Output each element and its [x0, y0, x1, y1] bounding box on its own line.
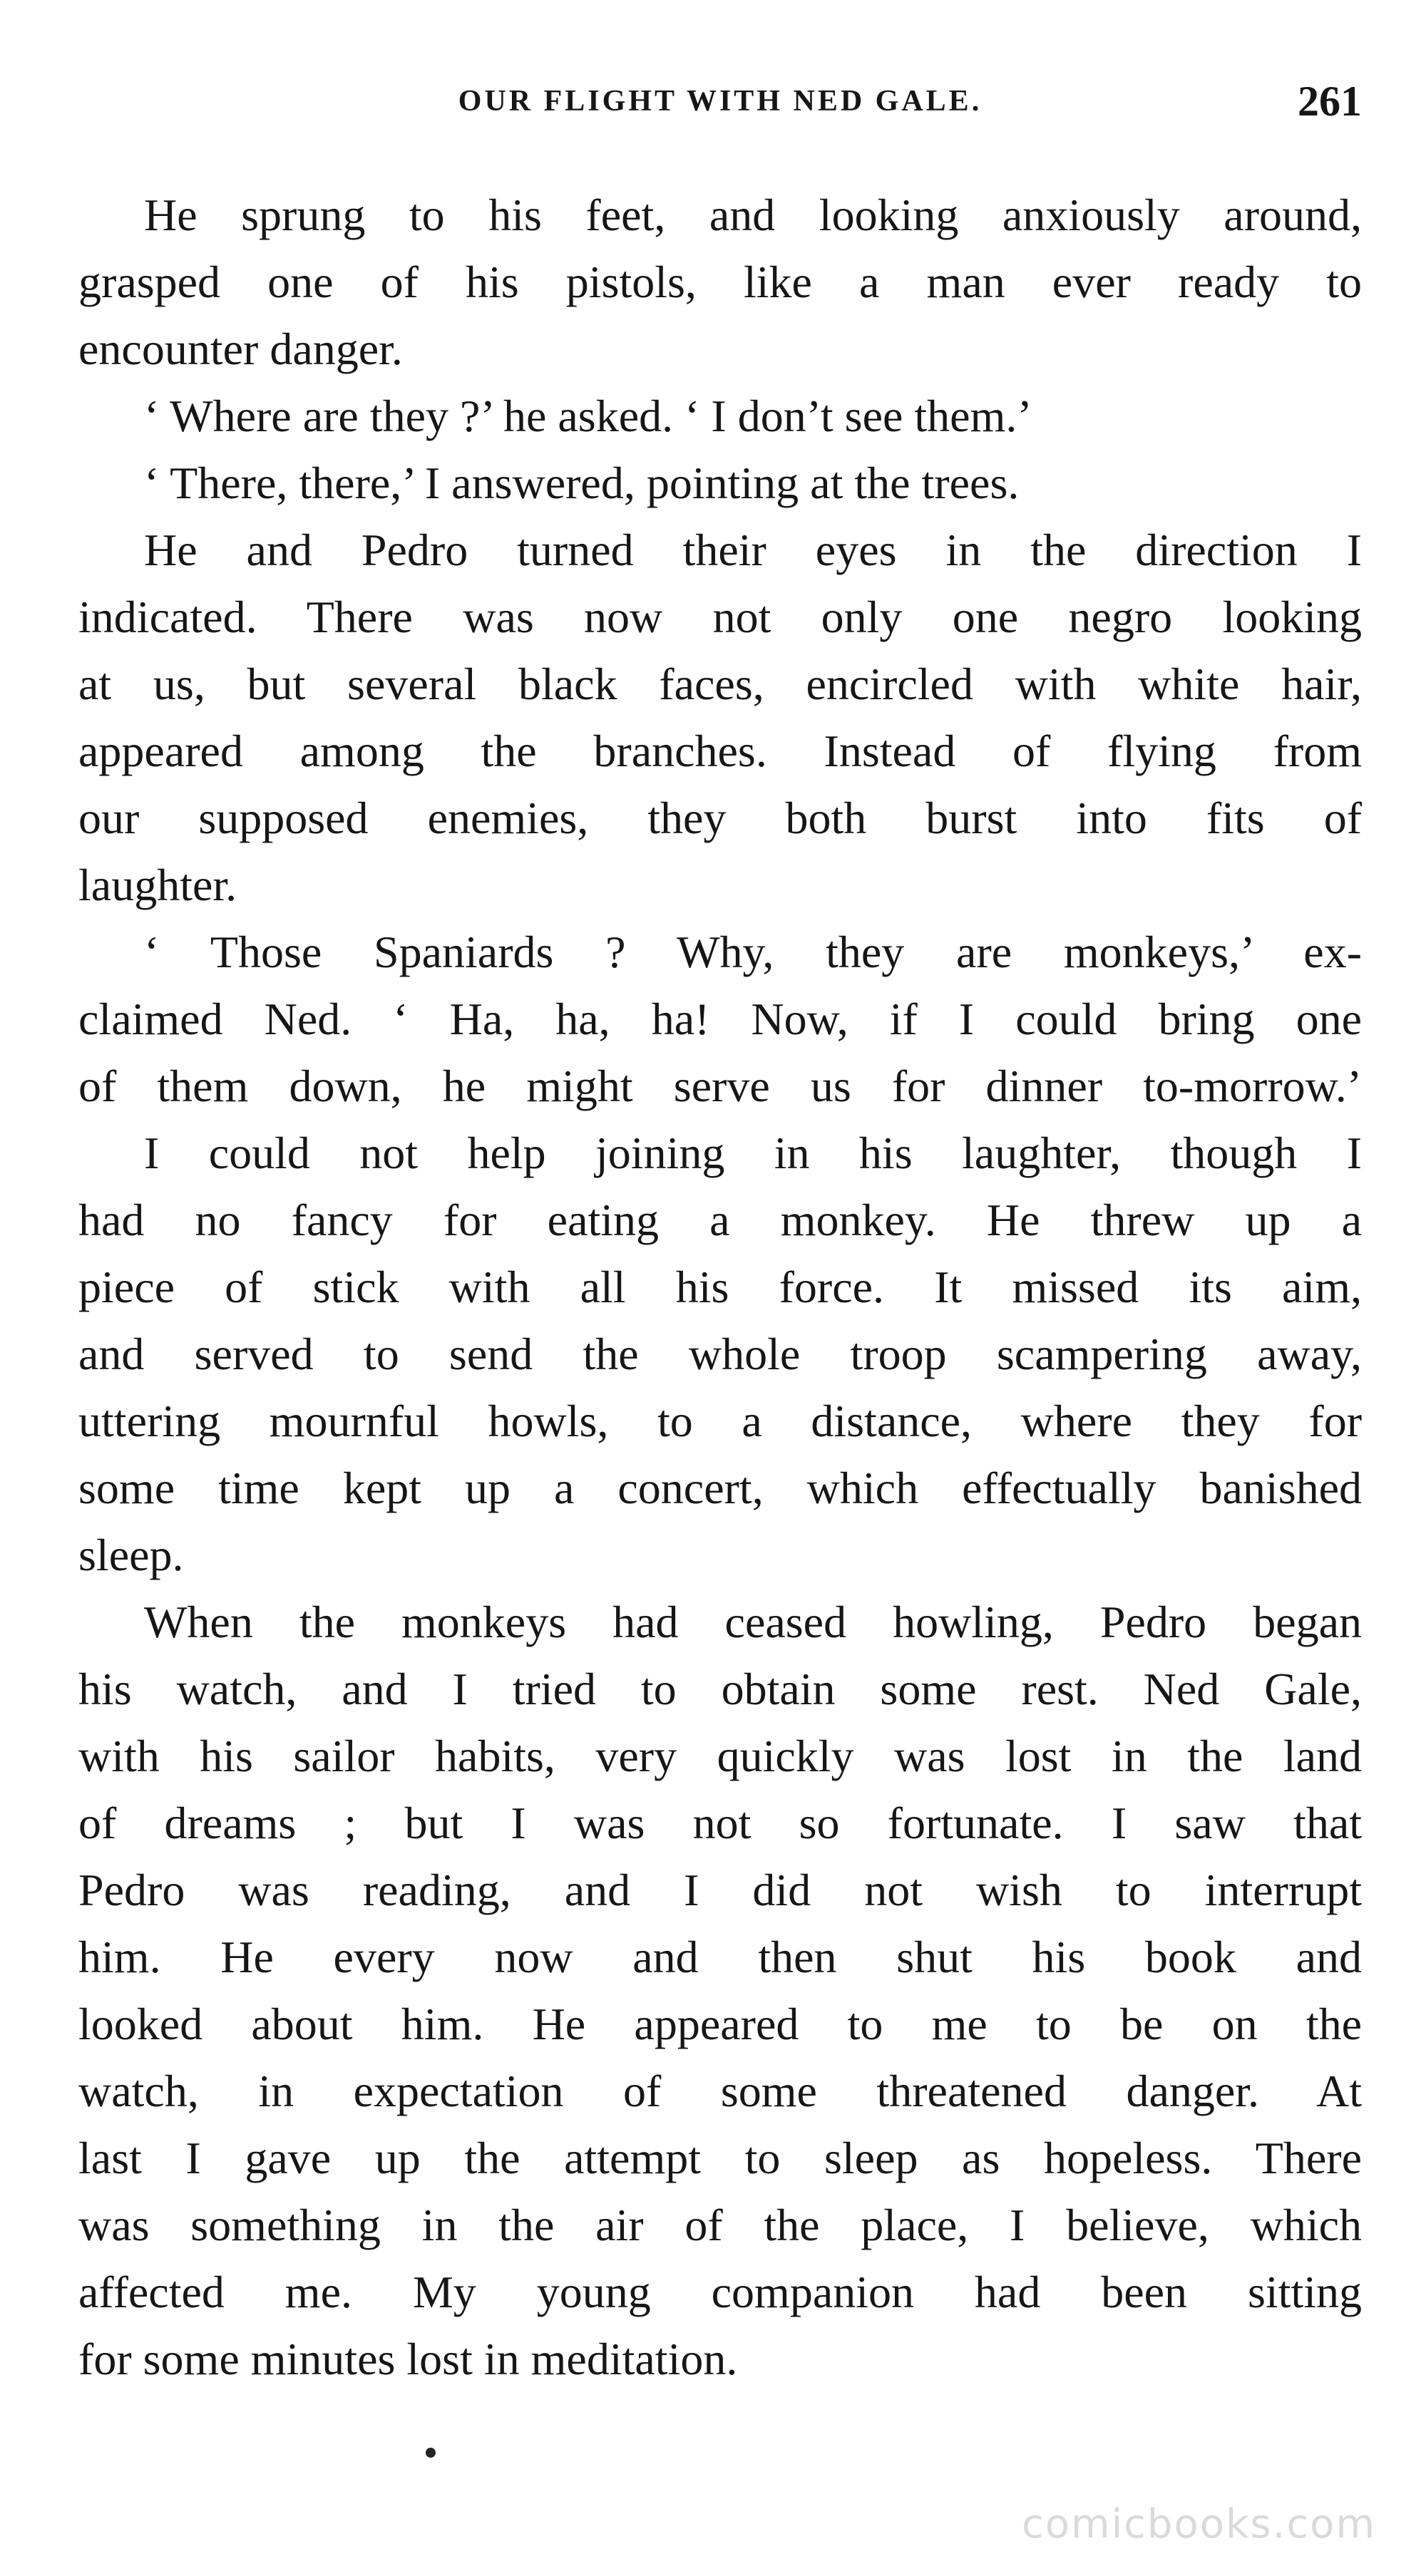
ink-dot [426, 2448, 436, 2458]
text-line: him. He every now and then shut his book and [78, 1932, 1362, 1982]
paragraph-7 [78, 1589, 1362, 2393]
text-line: of dreams ; but I was not so fortunate. I saw that [78, 1798, 1362, 1848]
paragraph-5 [78, 919, 1362, 1120]
text-line: Pedro was reading, and I did not wish to interrupt [78, 1865, 1362, 1915]
text-line: appeared among the branches. Instead of flying from [78, 726, 1362, 776]
paragraph-4 [78, 517, 1362, 919]
text-line: laughter. [78, 860, 237, 910]
text-line: ‘ Where are they ?’ he asked. ‘ I don’t see them.’ [144, 391, 1032, 441]
text-line: indicated. There was now not only one negro looking [78, 592, 1362, 642]
text-line: and served to send the whole troop scampering away, [78, 1329, 1362, 1379]
text-line: He and Pedro turned their eyes in the direction I [144, 525, 1362, 575]
text-line: He sprung to his feet, and looking anxiously around, [144, 190, 1362, 240]
text-line: watch, in expectation of some threatened danger. At [78, 2066, 1362, 2116]
text-line: ‘ There, there,’ I answered, pointing at the trees. [144, 458, 1020, 508]
text-line: some time kept up a concert, which effectually banished [78, 1463, 1362, 1513]
paragraph-2 [78, 383, 1362, 450]
text-line: claimed Ned. ‘ Ha, ha, ha! Now, if I could bring one [78, 994, 1362, 1044]
text-line: piece of stick with all his force. It missed its aim, [78, 1262, 1362, 1312]
running-title: OUR FLIGHT WITH NED GALE. [458, 85, 983, 118]
text-body [78, 182, 1362, 2393]
text-line: When the monkeys had ceased howling, Pedro began [144, 1597, 1362, 1647]
text-line: I could not help joining in his laughter, though I [144, 1128, 1362, 1178]
paragraph-1 [78, 182, 1362, 383]
text-line: affected me. My young companion had been sitting [78, 2267, 1362, 2317]
text-line: with his sailor habits, very quickly was lost in the land [78, 1731, 1362, 1781]
text-line: looked about him. He appeared to me to be on the [78, 1999, 1362, 2049]
text-line: for some minutes lost in meditation. [78, 2334, 738, 2384]
text-line: was something in the air of the place, I believe, which [78, 2200, 1362, 2250]
paragraph-6 [78, 1120, 1362, 1589]
paragraph-3 [78, 450, 1362, 517]
text-line: at us, but several black faces, encircled with white hair, [78, 659, 1362, 709]
text-line: encounter danger. [78, 324, 403, 374]
text-line: last I gave up the attempt to sleep as hopeless. There [78, 2133, 1362, 2183]
text-line: grasped one of his pistols, like a man ever ready to [78, 257, 1362, 307]
text-line: our supposed enemies, they both burst into fits of [78, 793, 1362, 843]
text-line: uttering mournful howls, to a distance, where they for [78, 1396, 1362, 1446]
text-line: ‘ Those Spaniards ? Why, they are monkeys,’ ex- [144, 927, 1362, 977]
text-line: sleep. [78, 1530, 184, 1580]
text-line: his watch, and I tried to obtain some rest. Ned Gale, [78, 1664, 1362, 1714]
watermark: comicbooks.com [1021, 2501, 1376, 2547]
text-line: of them down, he might serve us for dinner to-morrow.’ [78, 1061, 1362, 1111]
page-number: 261 [1298, 78, 1362, 125]
text-line: had no fancy for eating a monkey. He threw up a [78, 1195, 1362, 1245]
running-head [78, 77, 1362, 134]
